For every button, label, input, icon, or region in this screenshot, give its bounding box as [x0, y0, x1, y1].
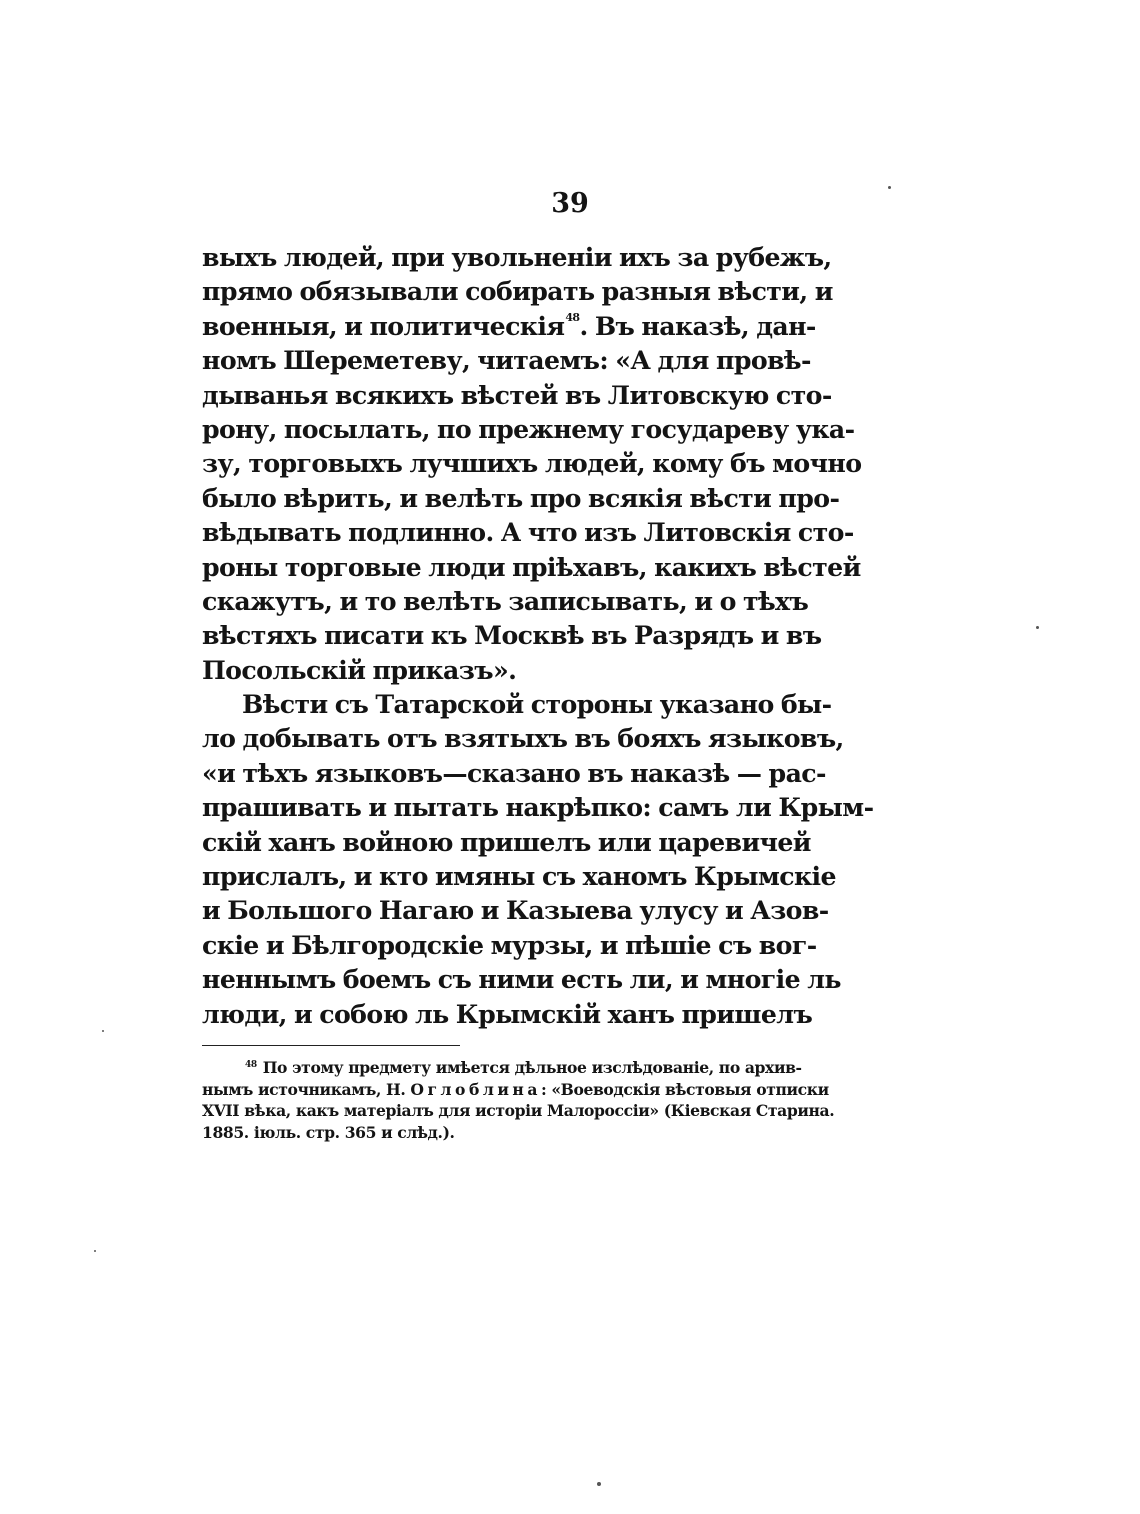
footnote-author-name: Оглоблина — [410, 1079, 541, 1099]
scan-speck — [888, 186, 891, 189]
text-line-15: ло добывать отъ взятыхъ въ бояхъ языковъ, — [202, 723, 844, 754]
scan-speck — [94, 1250, 96, 1252]
text-line-6: рону, посылать, по прежнему государеву ука- — [202, 413, 855, 444]
footnote-line-2-b: : «Воеводскія вѣстовыя отписки — [540, 1079, 829, 1099]
footnote-line-3: XVII вѣка, какъ матеріалъ для исторіи Малороссіи» (Кіевская Старина. — [202, 1101, 835, 1120]
footnote-line-2 — [202, 1079, 829, 1101]
text-line-14: Вѣсти съ Татарской стороны указано бы- — [242, 689, 832, 720]
text-line-21: скіе и Бѣлгородскіе мурзы, и пѣшіе съ вог- — [202, 929, 817, 960]
footnote-line-1-text: По этому предмету имѣется дѣльное изслѣдованіе, по архив- — [262, 1058, 802, 1077]
text-line-20: и Большого Нагаю и Казыева улусу и Азов- — [202, 895, 829, 926]
footnote-marker: 48 — [245, 1060, 257, 1070]
text-line-3-tail: . Въ наказѣ, дан- — [579, 310, 816, 341]
text-line-22: неннымъ боемъ съ ними есть ли, и многіе ль — [202, 964, 841, 995]
scan-speck — [102, 1030, 104, 1032]
text-line-5: дыванья всякихъ вѣстей въ Литовскую сто- — [202, 379, 832, 410]
body-text — [202, 240, 874, 1031]
page-number: 39 — [551, 188, 589, 219]
text-line-23: люди, и собою ль Крымскій ханъ пришелъ — [202, 998, 813, 1029]
footnote-line-2-a: нымъ источникамъ, Н. — [202, 1079, 411, 1099]
text-line-2: прямо обязывали собирать разныя вѣсти, и — [202, 276, 833, 307]
footnote-divider — [202, 1045, 460, 1046]
text-line-3 — [202, 309, 816, 343]
text-line-3-head: военныя, и политическія — [202, 310, 565, 341]
text-line-10: роны торговые люди пріѣхавъ, какихъ вѣстей — [202, 551, 861, 582]
scan-speck — [597, 1482, 601, 1486]
text-line-1: выхъ людей, при увольненіи ихъ за рубежъ, — [202, 242, 832, 272]
footnote-line-4: 1885. іюль. стр. 365 и слѣд.). — [202, 1122, 455, 1142]
scan-speck — [1036, 626, 1039, 629]
text-line-16: «и тѣхъ языковъ—сказано въ наказѣ — рас- — [202, 757, 826, 788]
footnote-line-1 — [202, 1057, 802, 1079]
text-line-4: номъ Шереметеву, читаемъ: «А для провѣ- — [202, 345, 811, 376]
footnote — [202, 1057, 835, 1143]
text-line-7: зу, торговыхъ лучшихъ людей, кому бъ мочно — [202, 448, 862, 479]
text-line-19: прислалъ, и кто имяны съ ханомъ Крымскіе — [202, 861, 836, 892]
text-line-9: вѣдывать подлинно. А что изъ Литовскія сто- — [202, 517, 854, 548]
text-line-12: вѣстяхъ писати къ Москвѣ въ Разрядъ и въ — [202, 620, 822, 651]
footnote-reference[interactable]: 48 — [565, 311, 580, 325]
text-line-18: скій ханъ войною пришелъ или царевичей — [202, 826, 811, 857]
text-line-11: скажутъ, и то велѣть записывать, и о тѣхъ — [202, 585, 809, 616]
text-line-8: было вѣрить, и велѣть про всякія вѣсти про- — [202, 482, 840, 513]
text-line-17: прашивать и пытать накрѣпко: самъ ли Крым- — [202, 792, 874, 823]
text-line-13: Посольскій приказъ». — [202, 654, 517, 685]
